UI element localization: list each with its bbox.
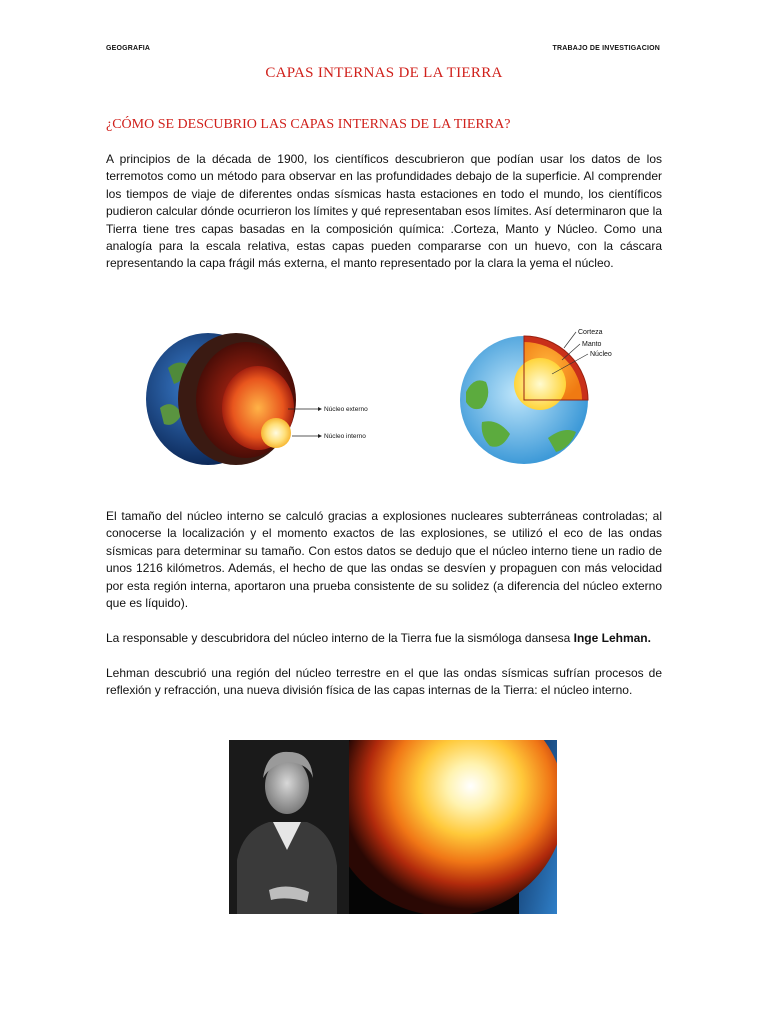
header-right: TRABAJO DE INVESTIGACION	[552, 45, 660, 52]
earth-cross-section-figure	[138, 328, 400, 470]
label-outer-core: Núcleo externo	[324, 406, 368, 413]
inner-core-shape	[261, 418, 291, 448]
header-left: GEOGRAFIA	[106, 45, 151, 52]
label-mantle: Manto	[582, 341, 602, 348]
paragraph-inner-core-size: El tamaño del núcleo interno se calculó gracias a explosiones nucleares subterráneas controladas; al conocerse la localización y el momento exactos de las explosiones, se utilizó el eco de las ondas sísmicas para determinar su tamaño. Con estos datos se dedujo que el núcleo interno tiene un radio de unos 1216 kilómetros. Además, el hecho de que las ondas se desvíen y propaguen con más velocidad por esta región interna, aportaron una prueba consistente de su solidez (a diferencia del núcleo externo que es líquido).	[106, 509, 662, 611]
discoverer-text: La responsable y descubridora del núcleo interno de la Tierra fue la sismóloga dansesa	[106, 631, 574, 645]
discoverer-name: Inge Lehman.	[573, 631, 651, 645]
label-crust: Corteza	[578, 329, 603, 336]
label-core: Núcleo	[590, 351, 612, 358]
paragraph-discoverer	[106, 630, 662, 647]
paragraph-intro: A principios de la década de 1900, los científicos descubrieron que podían usar los datos de los terremotos como un método para observar en las profundidades debajo de la superficie. Al comprender los tiempos de viaje de diferentes ondas sísmicas hasta estaciones en todo el mundo, los científicos pudieron calcular dónde ocurrieron los límites y qué representaban esos límites. Así determinaron que la Tierra tiene tres capas basadas en la composición química: .Corteza, Manto y Núcleo. Como una analogía para la escala relativa, estas capas pueden compararse con un huevo, con la cáscara representando la capa frágil más externa, el manto representado por la clara la yema el núcleo.	[106, 152, 662, 271]
earth-layers-diagram	[452, 322, 690, 468]
cutaway-core-shape	[514, 358, 566, 410]
paragraph-lehman-discovery: Lehman descubrió una región del núcleo terrestre en el que las ondas sísmicas sufrían procesos de reflexión y refracción, una nueva división física de las capas internas de la Tierra: el núcleo interno.	[106, 666, 662, 698]
section-subtitle: ¿CÓMO SE DESCUBRIO LAS CAPAS INTERNAS DE LA TIERRA?	[106, 117, 511, 132]
label-inner-core: Núcleo interno	[324, 433, 366, 440]
lehman-core-image	[229, 740, 557, 914]
document-title: CAPAS INTERNAS DE LA TIERRA	[265, 65, 503, 81]
